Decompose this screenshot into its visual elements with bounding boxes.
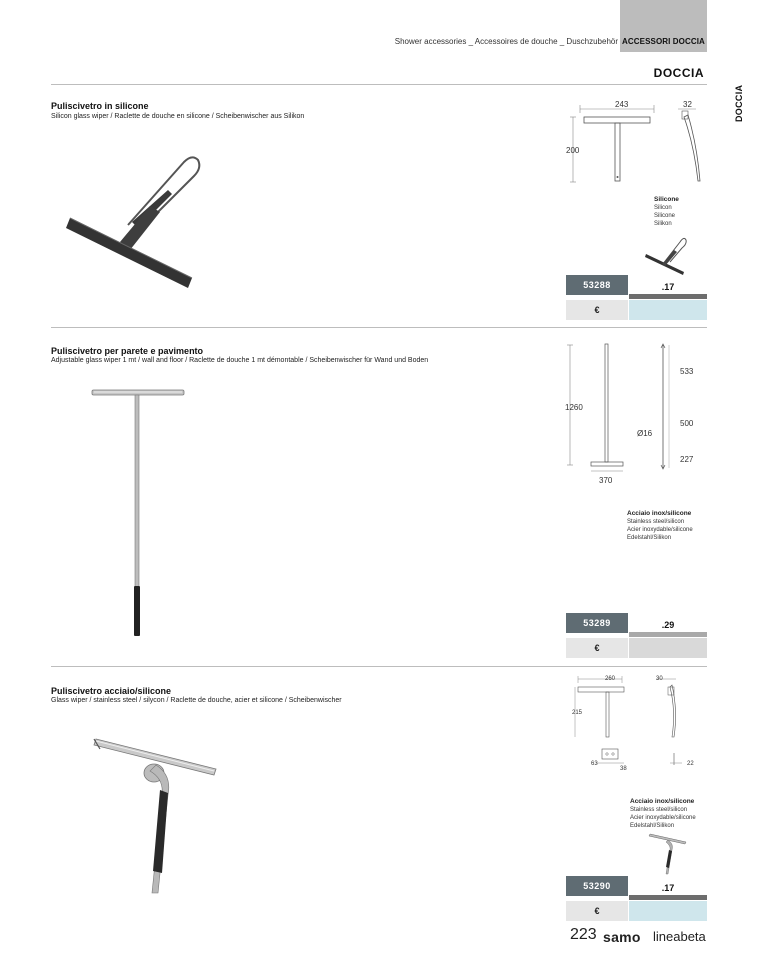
price-cell[interactable] [629,638,707,658]
material-en: Stainless steel/silicon [627,519,685,525]
material-de: Edelstahl/Silikon [630,823,675,829]
dim-height: 215 [572,710,583,716]
drawing-wiper-2 [565,340,705,490]
dim-bracket-depth: 38 [620,766,627,772]
currency-cell: € [566,901,628,921]
category-tab-label: ACCESSORI DOCCIA [622,37,705,46]
product-title: Puliscivetro per parete e pavimento [51,346,204,356]
material-de: Silikon [654,221,672,227]
product-image-silicone-wiper [60,150,220,290]
finish-code: .17 [629,276,707,296]
divider [51,666,707,667]
dim-depth: 32 [683,100,692,109]
finish-color-bar [629,895,707,900]
dim-bracket-width: 63 [591,761,598,767]
finish-color-bar [629,294,707,299]
side-label-text: DOCCIA [734,84,744,122]
material-list [630,798,696,830]
divider [51,327,707,328]
page-number: 223 [570,926,597,943]
dim-width: 370 [599,476,613,485]
dim-height: 200 [566,146,580,155]
dim-diameter: Ø16 [637,429,653,438]
currency-cell: € [566,638,628,658]
finish-thumbnail [648,832,688,876]
material-list [654,196,679,228]
divider [51,84,707,85]
brand-logo: samo [603,929,641,945]
drawing-wiper-3 [570,673,710,773]
material-list [627,510,693,542]
product-subtitle: Silicon glass wiper / Raclette de douche en silicone / Scheibenwischer aus Silikon [51,113,305,120]
material-fr: Silicone [654,213,676,219]
dim-width: 243 [615,100,629,109]
dim-middle: 500 [680,419,694,428]
dim-lower: 227 [680,455,694,464]
section-title: DOCCIA [653,66,704,80]
finish-thumbnail [644,232,689,277]
material-main: Silicone [654,196,679,203]
finish-code: .29 [629,614,707,634]
material-en: Silicon [654,205,672,211]
finish-code: .17 [629,877,707,897]
drawing-wiper-1 [570,95,710,195]
material-en: Stainless steel/silicon [630,807,688,813]
finish-color-bar [629,632,707,637]
product-code: 53289 [566,613,628,633]
dim-depth: 30 [656,676,663,682]
product-title: Puliscivetro acciaio/silicone [51,686,172,696]
category-tab[interactable] [620,0,707,52]
price-cell[interactable] [629,300,707,320]
currency-cell: € [566,300,628,320]
product-image-steel-wiper [90,735,225,893]
product-subtitle: Adjustable glass wiper 1 mt / wall and floor / Raclette de douche 1 mt démontable / Scheibenwischer für Wand und Boden [51,357,429,364]
material-fr: Acier inoxydable/silicone [630,815,696,821]
material-de: Edelstahl/Silikon [627,535,672,541]
dim-upper: 533 [680,367,694,376]
header-languages: Shower accessories _ Accessoires de douche _ Duschzubehör [394,37,618,46]
product-subtitle: Glass wiper / stainless steel / silycon / Raclette de douche, acier et silicone / Scheibenwischer [51,697,342,704]
price-cell[interactable] [629,901,707,921]
dim-bracket-offset: 22 [687,761,694,767]
side-label [730,84,750,128]
dim-width: 260 [605,676,616,682]
product-line: lineabeta [653,929,706,944]
product-image-floor-wiper [88,386,188,638]
product-title: Puliscivetro in silicone [51,101,149,111]
material-fr: Acier inoxydable/silicone [627,527,693,533]
product-code: 53290 [566,876,628,896]
material-main: Acciaio inox/silicone [627,510,692,517]
material-main: Acciaio inox/silicone [630,798,695,805]
dim-height: 1260 [565,403,583,412]
product-code: 53288 [566,275,628,295]
